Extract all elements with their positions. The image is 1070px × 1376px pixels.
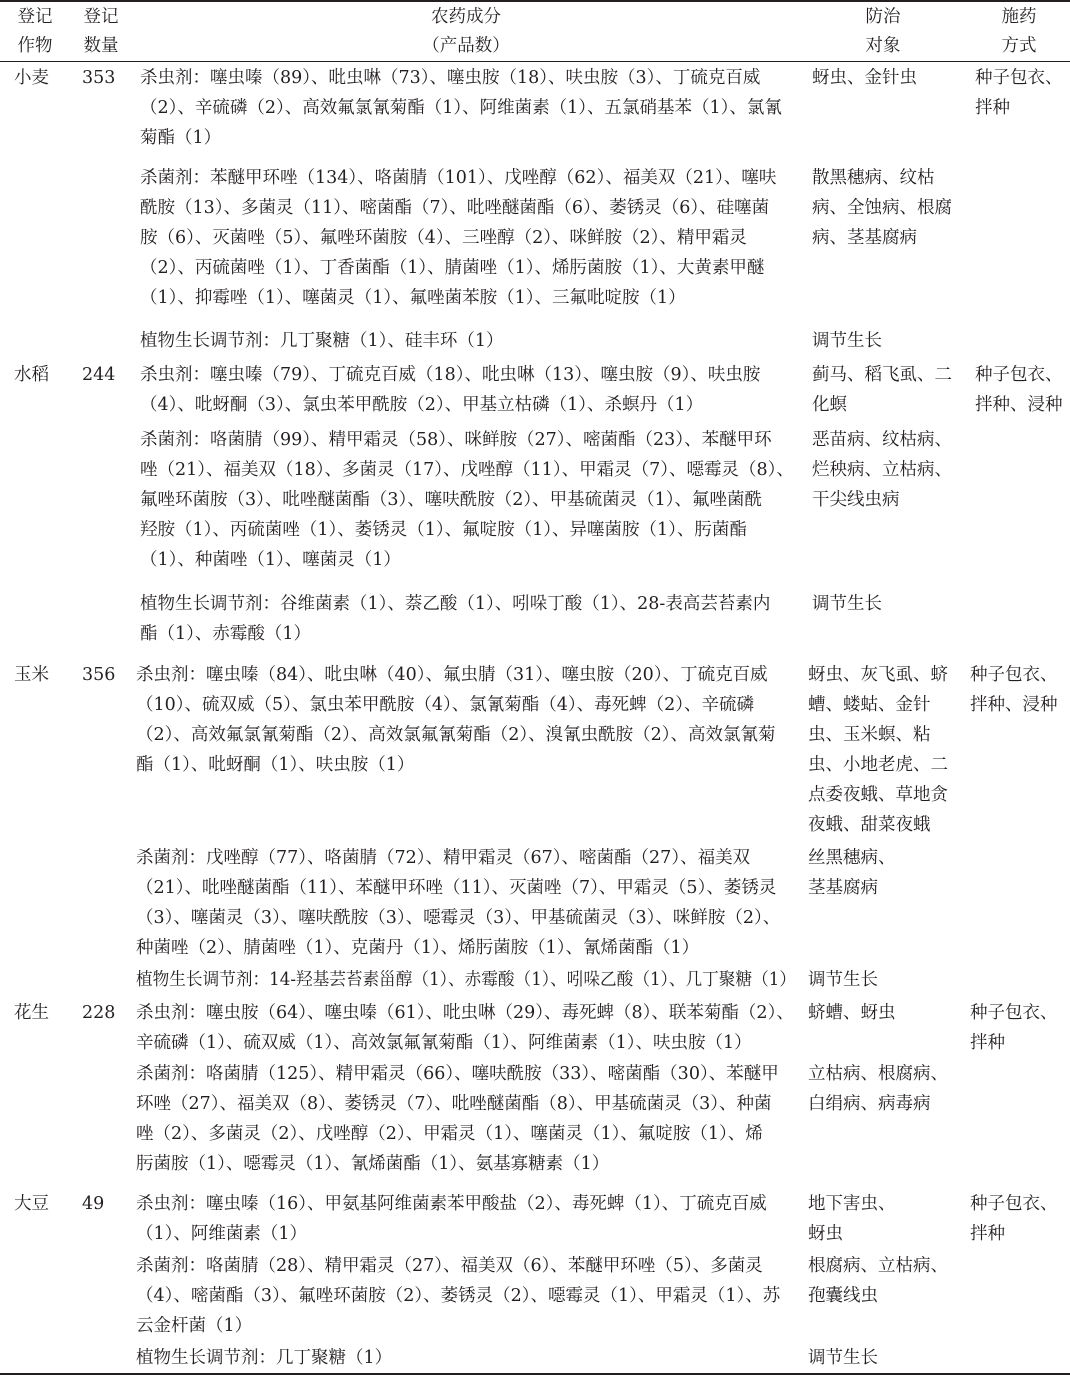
ingredient-line: （3）、噻菌灵（3）、噻呋酰胺（3）、噁霉灵（3）、甲基硫菌灵（3）、咪鲜胺（2）、 — [136, 908, 781, 928]
ingredient-line: 羟胺（1）、丙硫菌唑（1）、萎锈灵（1）、氟啶胺（1）、异噻菌胺（1）、肟菌酯 — [140, 520, 747, 540]
target-line: 病、全蚀病、根腐 — [812, 198, 952, 218]
ingredient-line: （4）、吡蚜酮（3）、氯虫苯甲酰胺（2）、甲基立枯磷（1）、杀螟丹（1） — [140, 395, 704, 415]
method-cell: 拌种、浸种 — [970, 695, 1058, 715]
target-line: 调节生长 — [812, 594, 882, 614]
ingredient-line: （1）、种菌唑（1）、噻菌灵（1） — [140, 550, 401, 570]
target-line: 螬、蝼蛄、金针 — [808, 695, 931, 715]
ingredient-line: 云金杆菌（1） — [136, 1316, 253, 1336]
header-method: 施药 — [1001, 7, 1037, 27]
target-line: 化螟 — [812, 395, 847, 415]
ingredient-line: 氟唑环菌胺（3）、吡唑醚菌酯（3）、噻呋酰胺（2）、甲基硫菌灵（1）、氟唑菌酰 — [140, 490, 763, 510]
header-count: 登记 — [83, 7, 119, 27]
count-cell: 228 — [82, 1003, 116, 1023]
header-crop: 作物 — [17, 36, 53, 56]
target-line: 虫、玉米螟、粘 — [808, 725, 931, 745]
ingredient-line: 酯（1）、赤霉酸（1） — [140, 624, 312, 644]
target-line: 立枯病、根腐病、 — [808, 1064, 948, 1084]
target-line: 散黑穗病、纹枯 — [812, 168, 935, 188]
target-line: 丝黑穗病、 — [808, 848, 896, 868]
ingredient-line: 唑（21）、福美双（18）、多菌灵（17）、戊唑醇（11）、甲霜灵（7）、噁霉灵（8）、 — [140, 460, 794, 480]
ingredient-line: 杀菌剂：咯菌腈（28）、精甲霜灵（27）、福美双（6）、苯醚甲环唑（5）、多菌灵 — [136, 1256, 763, 1276]
header-crop: 登记 — [17, 7, 53, 27]
ingredient-line: （2）、辛硫磷（2）、高效氟氯氰菊酯（1）、阿维菌素（1）、五氯硝基苯（1）、氯氰 — [140, 98, 782, 118]
target-line: 烂秧病、立枯病、 — [812, 460, 952, 480]
target-line: 茎基腐病 — [808, 878, 878, 898]
ingredient-line: 杀菌剂：咯菌腈（125）、精甲霜灵（66）、噻呋酰胺（33）、嘧菌酯（30）、苯醚甲 — [136, 1064, 779, 1084]
header-target: 防治 — [865, 7, 901, 27]
ingredient-line: 环唑（27）、福美双（8）、萎锈灵（7）、吡唑醚菌酯（8）、甲基硫菌灵（3）、种菌 — [136, 1094, 772, 1114]
ingredient-line: （21）、吡唑醚菌酯（11）、苯醚甲环唑（11）、灭菌唑（7）、甲霜灵（5）、萎锈灵 — [136, 878, 777, 898]
target-line: 蚜虫、灰飞虱、蛴 — [808, 665, 948, 685]
target-line: 蛴螬、蚜虫 — [808, 1003, 896, 1023]
target-line: 地下害虫、 — [808, 1194, 896, 1214]
ingredient-line: 杀菌剂：戊唑醇（77）、咯菌腈（72）、精甲霜灵（67）、嘧菌酯（27）、福美双 — [136, 848, 751, 868]
count-cell: 356 — [82, 665, 116, 685]
ingredient-line: 植物生长调节剂：几丁聚糖（1） — [136, 1348, 393, 1368]
method-cell: 种子包衣、 — [975, 68, 1063, 88]
target-line: 调节生长 — [808, 970, 878, 990]
header-ingredient: （产品数） — [422, 36, 510, 56]
method-cell: 种子包衣、 — [970, 665, 1058, 685]
target-line: 恶苗病、纹枯病、 — [812, 430, 952, 450]
ingredient-line: 杀菌剂：苯醚甲环唑（134）、咯菌腈（101）、戊唑醇（62）、福美双（21）、噻呋 — [140, 168, 777, 188]
count-cell: 244 — [82, 365, 116, 385]
ingredient-line: 酰胺（13）、多菌灵（11）、嘧菌酯（7）、吡唑醚菌酯（6）、萎锈灵（6）、硅噻菌 — [140, 198, 770, 218]
ingredient-line: 植物生长调节剂：14-羟基芸苔素甾醇（1）、赤霉酸（1）、吲哚乙酸（1）、几丁聚糖（1） — [136, 970, 796, 990]
crop-cell: 水稻 — [14, 365, 49, 385]
header-target: 对象 — [865, 36, 901, 56]
target-line: 干尖线虫病 — [812, 490, 900, 510]
method-cell: 种子包衣、 — [975, 365, 1063, 385]
ingredient-line: 种菌唑（2）、腈菌唑（1）、克菌丹（1）、烯肟菌胺（1）、氰烯菌酯（1） — [136, 938, 700, 958]
target-line: 虫、小地老虎、二 — [808, 755, 948, 775]
ingredient-line: （1）、抑霉唑（1）、噻菌灵（1）、氟唑菌苯胺（1）、三氟吡啶胺（1） — [140, 288, 686, 308]
ingredient-line: 杀虫剂：噻虫嗪（84）、吡虫啉（40）、氟虫腈（31）、噻虫胺（20）、丁硫克百威 — [136, 665, 768, 685]
ingredient-line: 菊酯（1） — [140, 128, 222, 148]
crop-cell: 玉米 — [14, 665, 49, 685]
target-line: 蓟马、稻飞虱、二 — [812, 365, 952, 385]
header-count: 数量 — [83, 36, 119, 56]
target-line: 蚜虫 — [808, 1224, 843, 1244]
header-method: 方式 — [1001, 36, 1037, 56]
ingredient-line: 杀菌剂：咯菌腈（99）、精甲霜灵（58）、咪鲜胺（27）、嘧菌酯（23）、苯醚甲环 — [140, 430, 772, 450]
method-cell: 拌种 — [975, 98, 1010, 118]
target-line: 根腐病、立枯病、 — [808, 1256, 948, 1276]
ingredient-line: （2）、丙硫菌唑（1）、丁香菌酯（1）、腈菌唑（1）、烯肟菌胺（1）、大黄素甲醚 — [140, 258, 765, 278]
ingredient-line: 植物生长调节剂：谷维菌素（1）、萘乙酸（1）、吲哚丁酸（1）、28-表高芸苔素内 — [140, 594, 771, 614]
method-cell: 拌种 — [970, 1224, 1005, 1244]
method-cell: 种子包衣、 — [970, 1194, 1058, 1214]
ingredient-line: 杀虫剂：噻虫嗪（79）、丁硫克百威（18）、吡虫啉（13）、噻虫胺（9）、呋虫胺 — [140, 365, 761, 385]
ingredient-line: 植物生长调节剂：几丁聚糖（1）、硅丰环（1） — [140, 331, 504, 351]
ingredient-line: （2）、高效氟氯氰菊酯（2）、高效氯氟氰菊酯（2）、溴氰虫酰胺（2）、高效氯氰菊 — [136, 725, 776, 745]
crop-cell: 大豆 — [14, 1194, 49, 1214]
header-ingredient: 农药成分 — [431, 7, 501, 27]
ingredient-line: （4）、嘧菌酯（3）、氟唑环菌胺（2）、萎锈灵（2）、噁霉灵（1）、甲霜灵（1）、苏 — [136, 1286, 781, 1306]
ingredient-line: 胺（6）、灭菌唑（5）、氟唑环菌胺（4）、三唑醇（2）、咪鲜胺（2）、精甲霜灵 — [140, 228, 747, 248]
ingredient-line: 杀虫剂：噻虫嗪（16）、甲氨基阿维菌素苯甲酸盐（2）、毒死蜱（1）、丁硫克百威 — [136, 1194, 767, 1214]
bottom-rule — [0, 1373, 1070, 1375]
ingredient-line: 杀虫剂：噻虫嗪（89）、吡虫啉（73）、噻虫胺（18）、呋虫胺（3）、丁硫克百威 — [140, 68, 761, 88]
target-line: 调节生长 — [812, 331, 882, 351]
method-cell: 拌种 — [970, 1033, 1005, 1053]
ingredient-line: （1）、阿维菌素（1） — [136, 1224, 308, 1244]
ingredient-line: 杀虫剂：噻虫胺（64）、噻虫嗪（61）、吡虫啉（29）、毒死蜱（8）、联苯菊酯（2）、 — [136, 1003, 794, 1023]
method-cell: 种子包衣、 — [970, 1003, 1058, 1023]
target-line: 白绢病、病毒病 — [808, 1094, 931, 1114]
header-rule — [0, 61, 1070, 62]
target-line: 夜蛾、甜菜夜蛾 — [808, 815, 931, 835]
ingredient-line: （10）、硫双威（5）、氯虫苯甲酰胺（4）、氯氰菊酯（4）、毒死蜱（2）、辛硫磷 — [136, 695, 755, 715]
target-line: 调节生长 — [808, 1348, 878, 1368]
target-line: 病、茎基腐病 — [812, 228, 917, 248]
count-cell: 353 — [82, 68, 116, 88]
ingredient-line: 辛硫磷（1）、硫双威（1）、高效氯氟氰菊酯（1）、阿维菌素（1）、呋虫胺（1） — [136, 1033, 752, 1053]
ingredient-line: 肟菌胺（1）、噁霉灵（1）、氰烯菌酯（1）、氨基寡糖素（1） — [136, 1154, 610, 1174]
target-line: 孢囊线虫 — [808, 1286, 878, 1306]
crop-cell: 小麦 — [14, 68, 49, 88]
crop-cell: 花生 — [14, 1003, 49, 1023]
ingredient-line: 酯（1）、吡蚜酮（1）、呋虫胺（1） — [136, 755, 415, 775]
method-cell: 拌种、浸种 — [975, 395, 1063, 415]
target-line: 点委夜蛾、草地贪 — [808, 785, 948, 805]
target-line: 蚜虫、金针虫 — [812, 68, 917, 88]
count-cell: 49 — [82, 1194, 105, 1214]
ingredient-line: 唑（2）、多菌灵（2）、戊唑醇（2）、甲霜灵（1）、噻菌灵（1）、氟啶胺（1）、烯 — [136, 1124, 763, 1144]
